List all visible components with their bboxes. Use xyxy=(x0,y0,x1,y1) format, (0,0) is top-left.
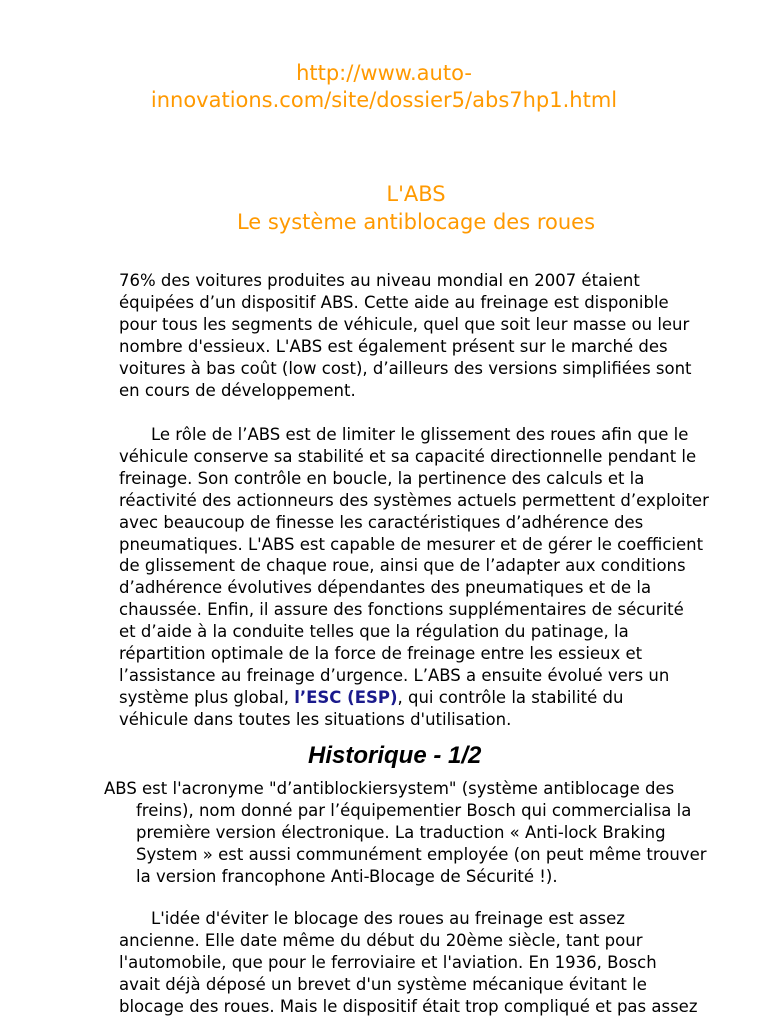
historique-line: l'automobile, que pour le ferroviaire et l'aviation. En 1936, Bosch xyxy=(119,952,657,972)
role-line: véhicule conserve sa stabilité et sa capacité directionnelle pendant le xyxy=(119,446,697,466)
role-line: pneumatiques. L'ABS est capable de mesurer et de gérer le coefficient xyxy=(119,534,704,554)
historique-line: ancienne. Elle date même du début du 20ème siècle, tant pour xyxy=(119,930,643,950)
role-line: réactivité des actionneurs des systèmes actuels permettent d’exploiter xyxy=(119,490,709,510)
role-esc-after: , qui contrôle la stabilité du xyxy=(397,687,624,707)
historique-line: ABS est l'acronyme "d’antiblockiersystem" (système antiblocage des xyxy=(104,779,675,798)
page-title-line-2: Le système antiblocage des roues xyxy=(236,210,596,234)
role-line: et d’aide à la conduite telles que la régulation du patinage, la xyxy=(119,622,629,642)
historique-heading: Historique - 1/2 xyxy=(308,742,482,769)
intro-line: 76% des voitures produites au niveau mondial en 2007 étaient xyxy=(119,271,640,290)
source-url[interactable] xyxy=(0,60,768,114)
role-line: de glissement de chaque roue, ainsi que de l’adapter aux conditions xyxy=(119,556,686,576)
role-line: d’adhérence évolutives dépendantes des pneumatiques et de la xyxy=(119,578,652,598)
historique-line: première version électronique. La traduction « Anti-lock Braking xyxy=(136,822,666,842)
esc-link[interactable]: l’ESC (ESP) xyxy=(294,687,398,707)
role-paragraph xyxy=(119,424,709,731)
historique-line: avait déjà déposé un brevet d'un système mécanique évitant le xyxy=(119,974,647,994)
role-line-with-link xyxy=(119,687,709,709)
source-url-line-2[interactable]: innovations.com/site/dossier5/abs7hp1.html xyxy=(150,88,618,112)
role-line: répartition optimale de la force de freinage entre les essieux et xyxy=(119,644,643,664)
historique-line: L'idée d'éviter le blocage des roues au freinage est assez xyxy=(151,909,625,928)
historique-line: freins), nom donné par l’équipementier Bosch qui commercialisa la xyxy=(136,800,692,820)
intro-line: équipées d’un dispositif ABS. Cette aide au freinage est disponible xyxy=(119,292,669,312)
historique-paragraph-1 xyxy=(104,778,707,888)
role-line: véhicule dans toutes les situations d'utilisation. xyxy=(119,709,512,729)
role-line: Le rôle de l’ABS est de limiter le glissement des roues afin que le xyxy=(151,425,689,444)
role-line: freinage. Son contrôle en boucle, la pertinence des calculs et la xyxy=(119,468,645,488)
intro-line: nombre d'essieux. L'ABS est également présent sur le marché des xyxy=(119,336,668,356)
historique-line: la version francophone Anti-Blocage de Sécurité !). xyxy=(136,866,558,886)
intro-line: en cours de développement. xyxy=(119,380,356,400)
historique-paragraph-2 xyxy=(119,908,698,1018)
role-line: l’assistance au freinage d’urgence. L’ABS a ensuite évolué vers un xyxy=(119,665,670,685)
intro-line: pour tous les segments de véhicule, quel que soit leur masse ou leur xyxy=(119,314,690,334)
role-esc-before: système plus global, xyxy=(119,687,295,707)
historique-line: blocage des roues. Mais le dispositif était trop compliqué et pas assez xyxy=(119,996,698,1016)
intro-line: voitures à bas coût (low cost), d’ailleurs des versions simplifiées sont xyxy=(119,358,692,378)
role-line: chaussée. Enfin, il assure des fonctions supplémentaires de sécurité xyxy=(119,600,684,620)
role-line: avec beaucoup de finesse les caractéristiques d’adhérence des xyxy=(119,512,644,532)
intro-paragraph xyxy=(119,270,692,401)
page-title-line-1: L'ABS xyxy=(386,182,446,206)
historique-line: System » est aussi communément employée (on peut même trouver xyxy=(136,844,707,864)
source-url-line-1[interactable]: http://www.auto- xyxy=(296,61,472,85)
page-title xyxy=(0,180,768,236)
